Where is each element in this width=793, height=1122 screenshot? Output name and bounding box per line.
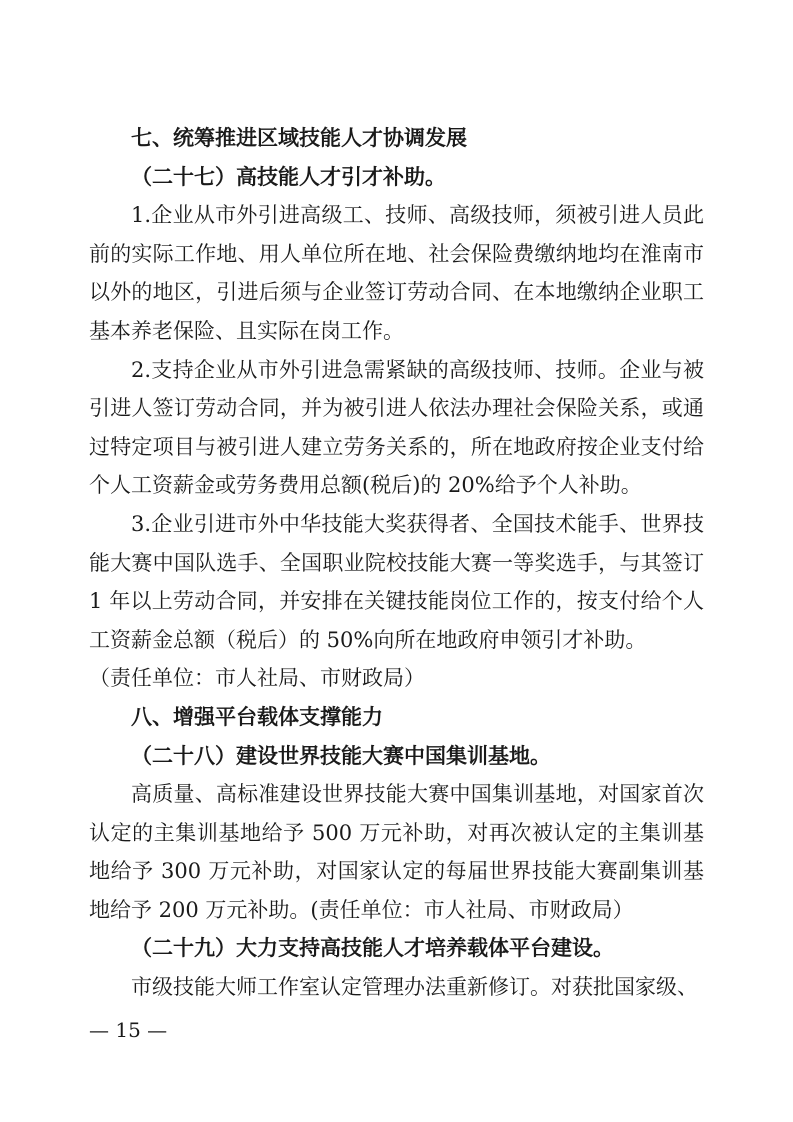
item-27-paragraph-3: 3.企业引进市外中华技能大奖获得者、全国技术能手、世界技能大赛中国队选手、全国职业院校技能大赛一等奖选手，与其签订 1 年以上劳动合同，并安排在关键技能岗位工作的，按支付给个人工资薪金总额（税后）的 50%向所在地政府申领引才补助。 xyxy=(89,511,704,652)
item-28-paragraph: 高质量、高标准建设世界技能大赛中国集训基地，对国家首次认定的主集训基地给予 500 万元补助，对再次被认定的主集训基地给予 300 万元补助，对国家认定的每届世界技能大赛副集训基地给予 200 万元补助。(责任单位：市人社局、市财政局） xyxy=(89,782,704,922)
item-29-title: （二十九）大力支持高技能人才培养载体平台建设。 xyxy=(131,935,614,961)
section-8-heading: 八、增强平台载体支撑能力 xyxy=(131,704,383,729)
section-7-heading: 七、统筹推进区域技能人才协调发展 xyxy=(131,126,467,150)
item-27-title: （二十七）高技能人才引才补助。 xyxy=(131,163,446,189)
item-27-paragraph-1: 1.企业从市外引进高级工、技师、高级技师，须被引进人员此前的实际工作地、用人单位所在地、社会保险费缴纳地均在淮南市以外的地区，引进后须与企业签订劳动合同、在本地缴纳企业职工基本养老保险、且实际在岗工作。 xyxy=(89,203,704,343)
document-body xyxy=(89,119,704,1007)
item-28-title: （二十八）建设世界技能大赛中国集训基地。 xyxy=(131,742,551,768)
page-number: — 15 — xyxy=(89,1018,168,1042)
item-27-responsibility: （责任单位：市人社局、市财政局） xyxy=(89,666,425,691)
item-27-paragraph-2: 2.支持企业从市外引进急需紧缺的高级技师、技师。企业与被引进人签订劳动合同，并为被引进人依法办理社会保险关系，或通过特定项目与被引进人建立劳务关系的，所在地政府按企业支付给个人工资薪金或劳务费用总额(税后)的 20%给予个人补助。 xyxy=(89,357,704,498)
item-29-paragraph: 市级技能大师工作室认定管理办法重新修订。对获批国家级、 xyxy=(131,975,698,1000)
